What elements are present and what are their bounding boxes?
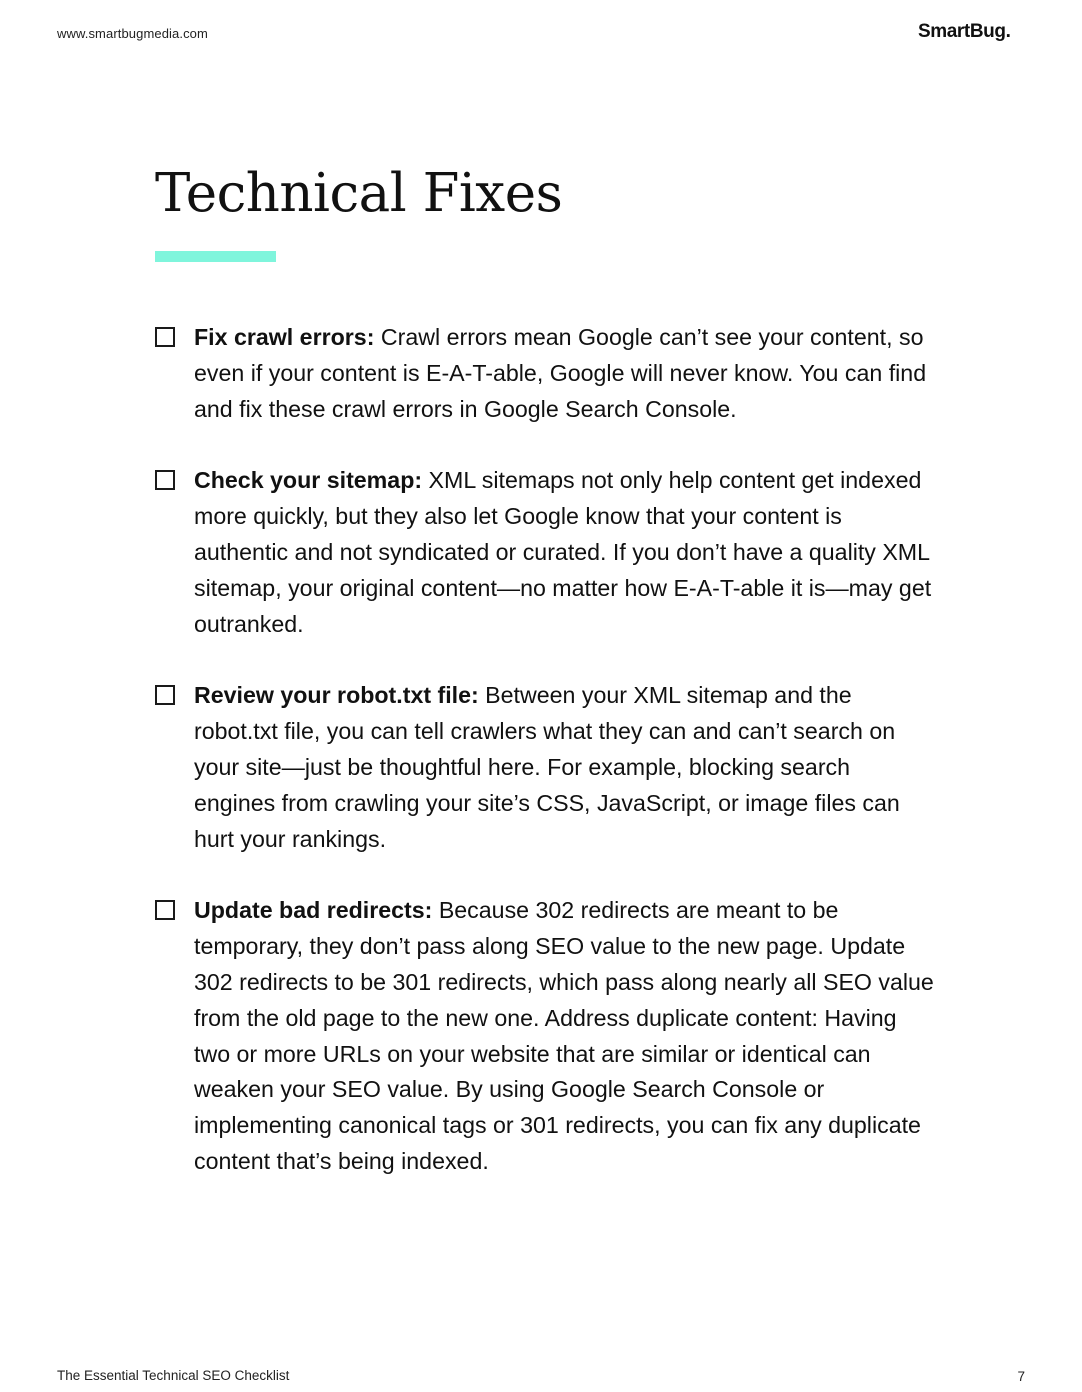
checklist-item-label: Check your sitemap: — [194, 467, 423, 494]
checkbox[interactable] — [155, 685, 175, 705]
checklist — [155, 320, 935, 1216]
checklist-item-label: Fix crawl errors: — [194, 324, 375, 350]
brand-logo: SmartBug. — [918, 21, 1011, 42]
checklist-item-label: Update bad redirects: — [194, 897, 433, 924]
checklist-item-text — [194, 893, 935, 1179]
checklist-item — [155, 320, 935, 427]
checklist-item — [155, 463, 935, 642]
checklist-item — [155, 893, 935, 1179]
footer-doc-title: The Essential Technical SEO Checklist — [57, 1368, 290, 1383]
checkbox[interactable] — [155, 900, 175, 920]
page-title: Technical Fixes — [155, 163, 563, 224]
checklist-item-label: Review your robot.txt file: — [194, 682, 479, 709]
checklist-item-description: Crawl errors mean Google can’t see your content, so even if your content is E-A-T-able, Google will never know. You can find and fix these crawl errors in Google Search Console. — [194, 324, 927, 422]
title-accent-bar — [155, 251, 276, 262]
header-url: www.smartbugmedia.com — [57, 26, 208, 41]
checkbox[interactable] — [155, 327, 175, 347]
checklist-item-text — [194, 678, 935, 857]
page-number: 7 — [1017, 1369, 1025, 1384]
checklist-item-description: Because 302 redirects are meant to be temporary, they don’t pass along SEO value to the new page. Update 302 redirects to be 301 redirects, which pass along nearly all SEO value from the old page to the new one. Address duplicate content: Having two or more URLs on your website that are similar or identical can weaken your SEO value. By using Google Search Console or implementing canonical tags or 301 redirects, you can fix any duplicate content that’s being indexed. — [194, 897, 934, 1174]
checklist-item-description: XML sitemaps not only help content get indexed more quickly, but they also let Google know that your content is authentic and not syndicated or curated. If you don’t have a quality XML sitemap, your original content—no matter how E-A-T-able it is—may get outranked. — [194, 467, 932, 637]
checkbox[interactable] — [155, 470, 175, 490]
checklist-item — [155, 678, 935, 857]
checklist-item-text — [194, 320, 935, 427]
checklist-item-description: Between your XML sitemap and the robot.txt file, you can tell crawlers what they can and can’t search on your site—just be thoughtful here. For example, blocking search engines from crawling your site’s CSS, JavaScript, or image files can hurt your rankings. — [194, 682, 900, 852]
checklist-item-text — [194, 463, 935, 642]
